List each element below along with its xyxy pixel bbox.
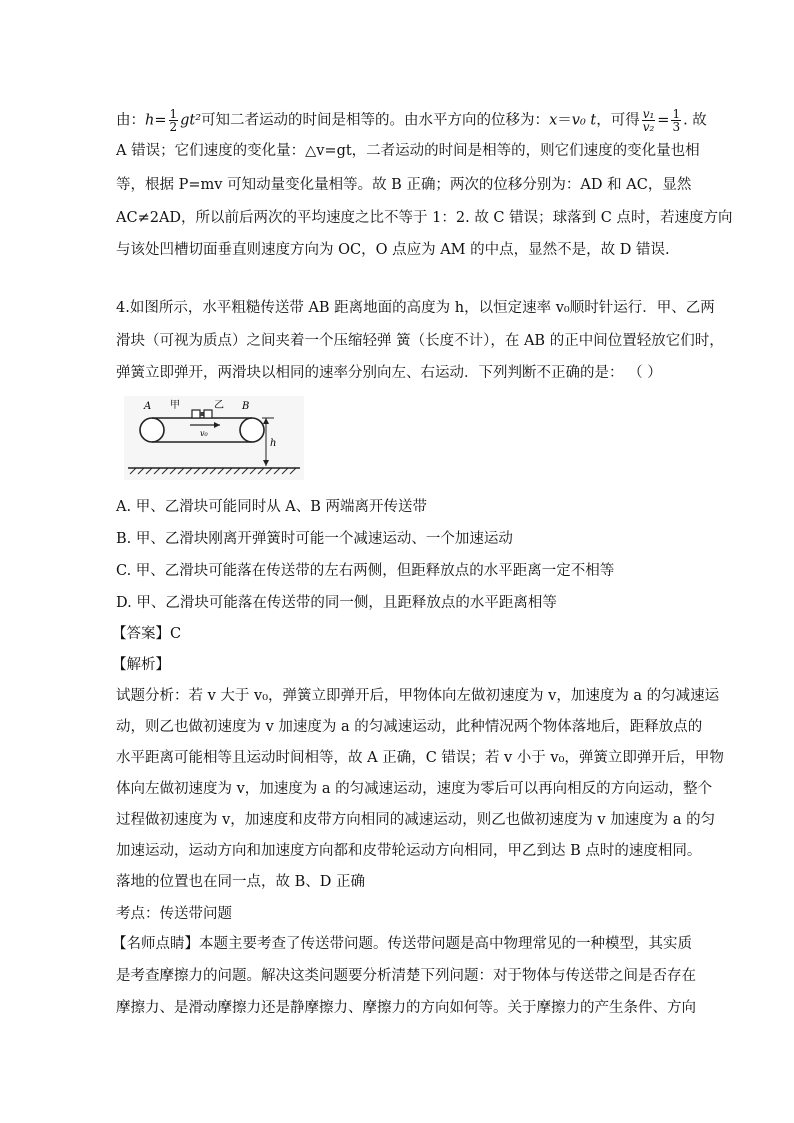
question-line-1: 4.如图所示，水平粗糙传送带 AB 距离地面的高度为 h，以恒定速率 v₀顺时针运行．甲、乙两 (116, 300, 715, 316)
frac-den: 2 (169, 120, 178, 134)
var-x: x (549, 112, 558, 129)
option-b: B. 甲、乙滑块刚离开弹簧时可能一个减速运动、一个加速运动 (116, 531, 513, 547)
text-segment: 可知二者运动的时间是相等的。由水平方向的位移为： (201, 112, 550, 129)
analysis-line-7: 落地的位置也在同一点，故 B、D 正确 (116, 874, 365, 890)
prev-solution-line-2: A 错误；它们速度的变化量：△v=gt，二者运动的时间是相等的，则它们速度的变化量也相 (116, 143, 700, 159)
frac-den: v₂ (642, 120, 655, 134)
conveyor-belt-figure (124, 396, 304, 480)
mingshi-line-2: 是考查摩擦力的问题。解决这类问题要分析清楚下列问题：对于物体与传送带之间是否存在 (116, 968, 696, 984)
var-gt: gt² (180, 112, 202, 129)
prev-solution-line-3: 等，根据 P=mv 可知动量变化量相等。故 B 正确；两次的位移分别为：AD 和 AC，显然 (116, 177, 692, 193)
text-segment: . 故 (683, 112, 707, 129)
prev-solution-line-1 (116, 108, 707, 133)
question-line-3: 弹簧立即弹开，两滑块以相同的速率分别向左、右运动．下列判断不正确的是： （ ） (116, 365, 662, 381)
fraction-v1-v2 (642, 108, 656, 133)
block-jia (192, 410, 200, 418)
label-a: A (144, 401, 152, 412)
pulley-a (140, 418, 164, 442)
fraction-third (671, 108, 681, 133)
prev-solution-line-5: 与该处凹槽切面垂直则速度方向为 OC，O 点应为 AM 的中点，显然不是，故 D 错误. (116, 242, 670, 258)
var-v0t: v₀ t (571, 112, 597, 129)
analysis-header: 【解析】 (112, 657, 170, 673)
analysis-line-2: 动，则乙也做初速度为 v 加速度为 a 的匀减速运动，此种情况两个物体落地后，距释放点的 (116, 719, 703, 735)
text-segment: ，可得 (596, 112, 640, 129)
pulley-b (240, 418, 264, 442)
frac-den: 3 (672, 120, 681, 134)
frac-num: 1 (169, 107, 178, 121)
spring (200, 412, 204, 416)
block-yi (204, 410, 212, 418)
label-v0: v₀ (200, 429, 208, 438)
text-segment: 由： (116, 112, 145, 129)
option-c: C. 甲、乙滑块可能落在传送带的左右两侧，但距释放点的水平距离一定不相等 (116, 563, 615, 579)
mingshi-line-1: 【名师点睛】本题主要考查了传送带问题。传送带问题是高中物理常见的一种模型，其实质 (112, 936, 692, 952)
text-segment: = (154, 112, 167, 129)
frac-num: 1 (672, 107, 681, 121)
kaodian: 考点：传送带问题 (116, 906, 232, 922)
analysis-line-1: 试题分析：若 v 大于 v₀，弹簧立即弹开后，甲物体向左做初速度为 v，加速度为 a 的匀减速运 (116, 688, 720, 704)
question-line-2: 滑块（可视为质点）之间夹着一个压缩轻弹 簧（长度不计），在 AB 的正中间位置轻放它们时， (116, 333, 724, 349)
label-h: h (270, 438, 277, 449)
analysis-line-6: 加速运动，运动方向和加速度方向都和皮带轮运动方向相同，甲乙到达 B 点时的速度相同。 (116, 843, 702, 859)
var-h: h (145, 112, 155, 129)
option-d: D. 甲、乙滑块可能落在传送带的同一侧，且距释放点的水平距离相等 (116, 595, 557, 611)
analysis-line-4: 体向左做初速度为 v，加速度为 a 的匀减速运动，速度为零后可以再向相反的方向运动，整个 (116, 781, 713, 797)
analysis-line-3: 水平距离可能相等且运动时间相等，故 A 正确，C 错误；若 v 小于 v₀，弹簧立即弹开后，甲物 (116, 750, 724, 766)
fraction-half (169, 108, 179, 133)
analysis-line-5: 过程做初速度为 v，加速度和皮带方向相同的减速运动，则乙也做初速度为 v 加速度为 a 的匀 (116, 812, 716, 828)
mingshi-line-3: 摩擦力、是滑动摩擦力还是静摩擦力、摩擦力的方向如何等。关于摩擦力的产生条件、方向 (116, 1000, 696, 1016)
text-segment: ＝ (557, 112, 572, 129)
text-segment: = (657, 112, 670, 129)
answer: 【答案】C (112, 626, 182, 642)
label-b: B (242, 401, 250, 412)
prev-solution-line-4: AC≠2AD，所以前后两次的平均速度之比不等于 1：2. 故 C 错误；球落到 C 点时，若速度方向 (116, 210, 733, 226)
option-a: A. 甲、乙滑块可能同时从 A、B 两端离开传送带 (116, 499, 428, 515)
label-jia: 甲 (170, 400, 180, 411)
label-yi: 乙 (214, 400, 224, 411)
frac-num: v₁ (642, 107, 655, 121)
